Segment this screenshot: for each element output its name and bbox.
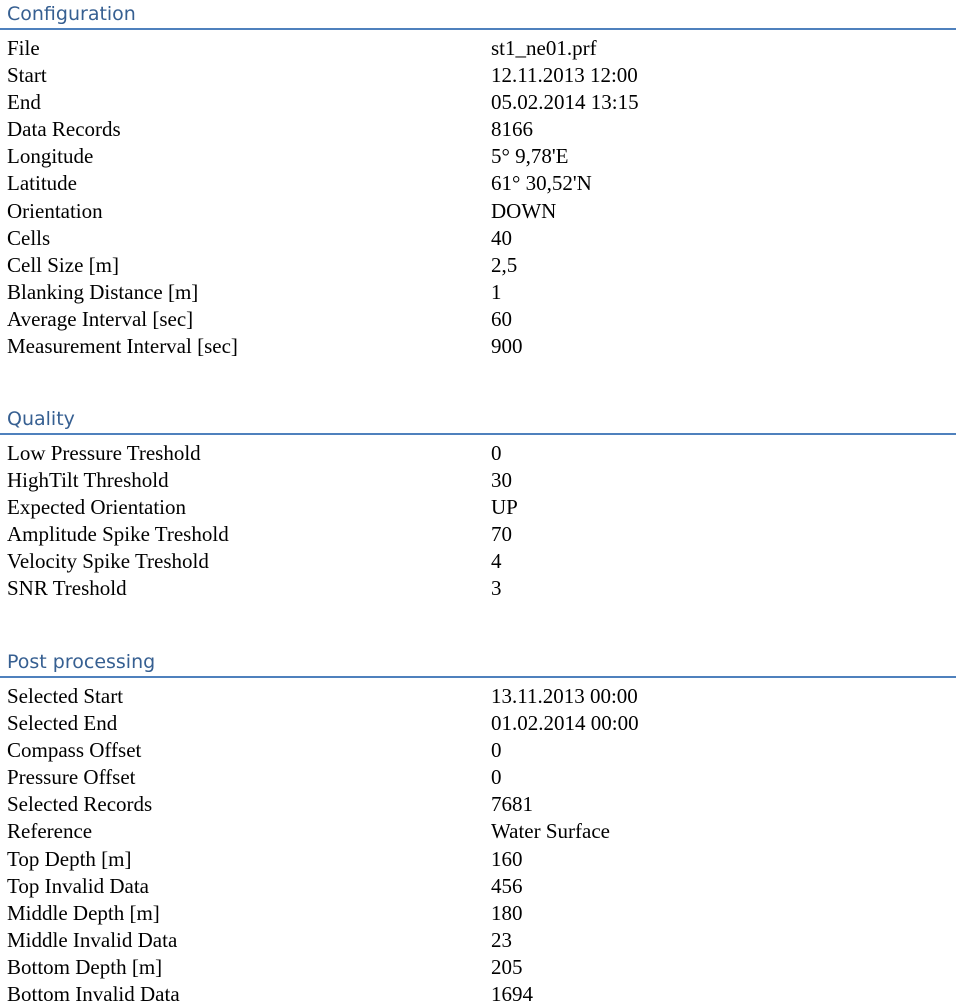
field-label: Top Invalid Data [7, 873, 149, 898]
field-label: Selected Records [7, 792, 153, 817]
table-row [0, 575, 960, 602]
field-value: DOWN [491, 198, 557, 223]
section-header [0, 648, 956, 678]
quality-rows [0, 440, 960, 603]
field-label: Low Pressure Treshold [7, 441, 201, 465]
field-label: File [7, 36, 40, 60]
field-value: 1694 [491, 982, 533, 1007]
field-label: End [7, 90, 41, 115]
table-row [0, 170, 960, 197]
field-value: 13.11.2013 00:00 [491, 684, 638, 708]
field-label: Reference [7, 819, 93, 844]
configuration-rows [0, 35, 960, 360]
table-row [0, 818, 960, 845]
table-row [0, 35, 960, 62]
table-row [0, 710, 960, 737]
field-label: Cell Size [m] [7, 252, 119, 277]
field-label: Amplitude Spike Treshold [7, 522, 229, 547]
post-processing-section [0, 648, 960, 1008]
quality-section [0, 405, 960, 603]
table-row [0, 846, 960, 873]
table-row [0, 306, 960, 333]
field-value: 30 [491, 468, 512, 493]
field-label: Middle Invalid Data [7, 927, 178, 952]
table-row [0, 143, 960, 170]
table-row [0, 900, 960, 927]
table-row [0, 116, 960, 143]
field-label: Compass Offset [7, 738, 142, 763]
field-value: 12.11.2013 12:00 [491, 63, 638, 88]
post-processing-rows [0, 683, 960, 1008]
field-value: 3 [491, 576, 502, 601]
field-label: Longitude [7, 144, 94, 169]
field-label: Velocity Spike Treshold [7, 549, 209, 574]
field-label: Bottom Invalid Data [7, 982, 180, 1007]
section-title: Configuration [7, 3, 136, 25]
field-label: Average Interval [sec] [7, 306, 194, 331]
field-label: Blanking Distance [m] [7, 279, 199, 304]
table-row [0, 548, 960, 575]
field-value: 70 [491, 522, 512, 547]
field-value: UP [491, 495, 518, 520]
field-label: Middle Depth [m] [7, 900, 160, 925]
table-row [0, 683, 960, 710]
field-value: 2,5 [491, 252, 518, 277]
section-header [0, 0, 956, 30]
field-value: 160 [491, 846, 523, 871]
field-label: Orientation [7, 198, 103, 223]
field-value: 61° 30,52'N [491, 171, 592, 196]
field-value: Water Surface [491, 819, 610, 844]
field-value: 7681 [491, 792, 533, 817]
table-row [0, 521, 960, 548]
table-row [0, 467, 960, 494]
field-label: Selected Start [7, 684, 124, 708]
table-row [0, 225, 960, 252]
field-value: 180 [491, 900, 523, 925]
field-value: 5° 9,78'E [491, 144, 569, 169]
table-row [0, 279, 960, 306]
field-value: 4 [491, 549, 502, 574]
table-row [0, 198, 960, 225]
table-row [0, 333, 960, 360]
field-label: HighTilt Threshold [7, 468, 169, 493]
field-label: Measurement Interval [sec] [7, 334, 238, 359]
table-row [0, 494, 960, 521]
table-row [0, 62, 960, 89]
field-label: Selected End [7, 711, 118, 736]
field-label: Pressure Offset [7, 765, 136, 790]
field-label: Bottom Depth [m] [7, 954, 163, 979]
configuration-section [0, 0, 960, 360]
field-value: st1_ne01.prf [491, 36, 597, 60]
section-header [0, 405, 956, 435]
field-value: 456 [491, 873, 523, 898]
section-title: Quality [7, 408, 75, 430]
table-row [0, 927, 960, 954]
table-row [0, 954, 960, 981]
field-label: Expected Orientation [7, 495, 187, 520]
field-label: Top Depth [m] [7, 846, 132, 871]
table-row [0, 791, 960, 818]
table-row [0, 252, 960, 279]
field-label: Start [7, 63, 47, 88]
field-value: 900 [491, 334, 523, 359]
field-value: 8166 [491, 117, 533, 142]
field-value: 40 [491, 225, 512, 250]
table-row [0, 89, 960, 116]
field-label: Latitude [7, 171, 77, 196]
field-value: 0 [491, 765, 502, 790]
table-row [0, 981, 960, 1008]
field-value: 23 [491, 927, 512, 952]
field-label: Cells [7, 225, 51, 250]
table-row [0, 764, 960, 791]
field-value: 0 [491, 738, 502, 763]
table-row [0, 873, 960, 900]
field-label: Data Records [7, 117, 121, 142]
table-row [0, 737, 960, 764]
table-row [0, 440, 960, 467]
field-value: 05.02.2014 13:15 [491, 90, 639, 115]
field-value: 1 [491, 279, 502, 304]
section-title: Post processing [7, 651, 156, 673]
field-value: 01.02.2014 00:00 [491, 711, 639, 736]
field-value: 0 [491, 441, 502, 465]
field-value: 60 [491, 306, 512, 331]
field-value: 205 [491, 954, 523, 979]
field-label: SNR Treshold [7, 576, 127, 601]
